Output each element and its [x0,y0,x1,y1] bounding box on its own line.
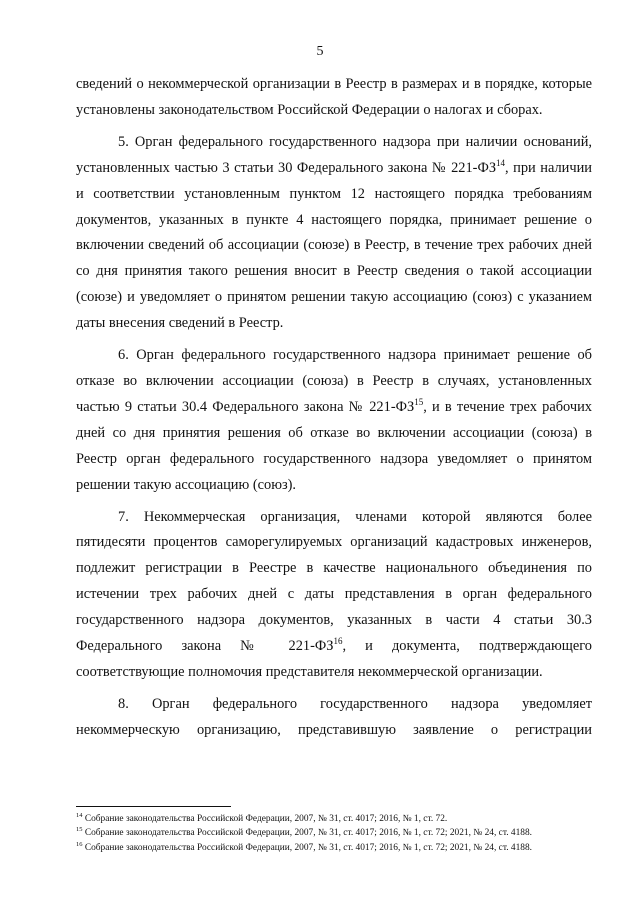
footnote-15 [76,826,606,840]
footnote-number: 16 [76,840,83,848]
footnote-text: Собрание законодательства Российской Федерации, 2007, № 31, ст. 4017; 2016, № 1, ст. 72. [84,814,448,824]
footnote-number: 15 [76,826,83,834]
paragraph-item-5 [76,130,592,337]
paragraph-item-7 [76,505,592,686]
paragraph-continuation: сведений о некоммерческой организации в Реестр в размерах и в порядке, которые установлены законодательством Российской Федерации о налогах и сборах. [76,76,592,118]
footnote-ref-15: 15 [414,396,424,407]
paragraph-item-8: 8. Орган федерального государственного надзора уведомляет некоммерческую организацию, представившую заявление о регистрации [76,695,592,738]
footnote-number: 14 [76,812,83,819]
paragraph-item-7-text-a: 7. Некоммерческая организация, членами которой являются более пятидесяти процентов саморегулируемых организаций кадастровых инженеров, подлежит регистрации в Реестре в качестве национального объединения по истечении трех рабочих дней с даты представления в орган федерального государственного надзора документов, указанных в части 4 статьи 30.3 Федерального закона № 221-ФЗ [76,508,592,655]
footnote-ref-14: 14 [496,157,506,168]
paragraph-item-7-text-b: , и документа, подтверждающего соответствующие полномочия представителя некоммерческой организации. [76,638,592,680]
page-number: 5 [316,44,324,59]
paragraph-item-5-text-a: 5. Орган федерального государственного надзора при наличии оснований, установленных частью 3 статьи 30 Федерального закона № 221-ФЗ [76,133,592,176]
footnote-text: Собрание законодательства Российской Федерации, 2007, № 31, ст. 4017; 2016, № 1, ст. 72; 2021, № 24, ст. 4188. [84,842,532,853]
footnote-text: Собрание законодательства Российской Федерации, 2007, № 31, ст. 4017; 2016, № 1, ст. 72; 2021, № 24, ст. 4188. [84,828,532,839]
footnote-16 [76,841,606,855]
document-body [76,72,592,744]
paragraph-item-5-text-b: , при наличии и соответствии установленным пунктом 12 настоящего порядка требованиям документов, указанных в пункте 4 настоящего порядка, принимает решение о включении сведений об ассоциации (союзе) в Реестр, в течение трех рабочих дней со дня принятия такого решения вносит в Реестр сведения о такой ассоциации (союзе) и уведомляет о принятом решении такую ассоциацию (союз) с указанием даты внесения сведений в Реестр. [76,159,592,332]
paragraph-item-6-text-b: , и в течение трех рабочих дней со дня принятия решения об отказе во включении ассоциации (союза) в Реестр орган федерального государственного надзора уведомляет о принятом решении такую ассоциацию (союз). [76,398,592,493]
footnotes [76,812,606,855]
footnote-14 [76,812,606,826]
paragraph-item-6 [76,343,592,498]
paragraph-item-6-text-a: 6. Орган федерального государственного надзора принимает решение об отказе во включении ассоциации (союза) в Реестр в случаях, установленных частью 9 статьи 30.4 Федерального закона № 221-ФЗ [76,347,592,415]
footnote-ref-16: 16 [333,636,343,647]
footnote-separator [76,806,231,807]
